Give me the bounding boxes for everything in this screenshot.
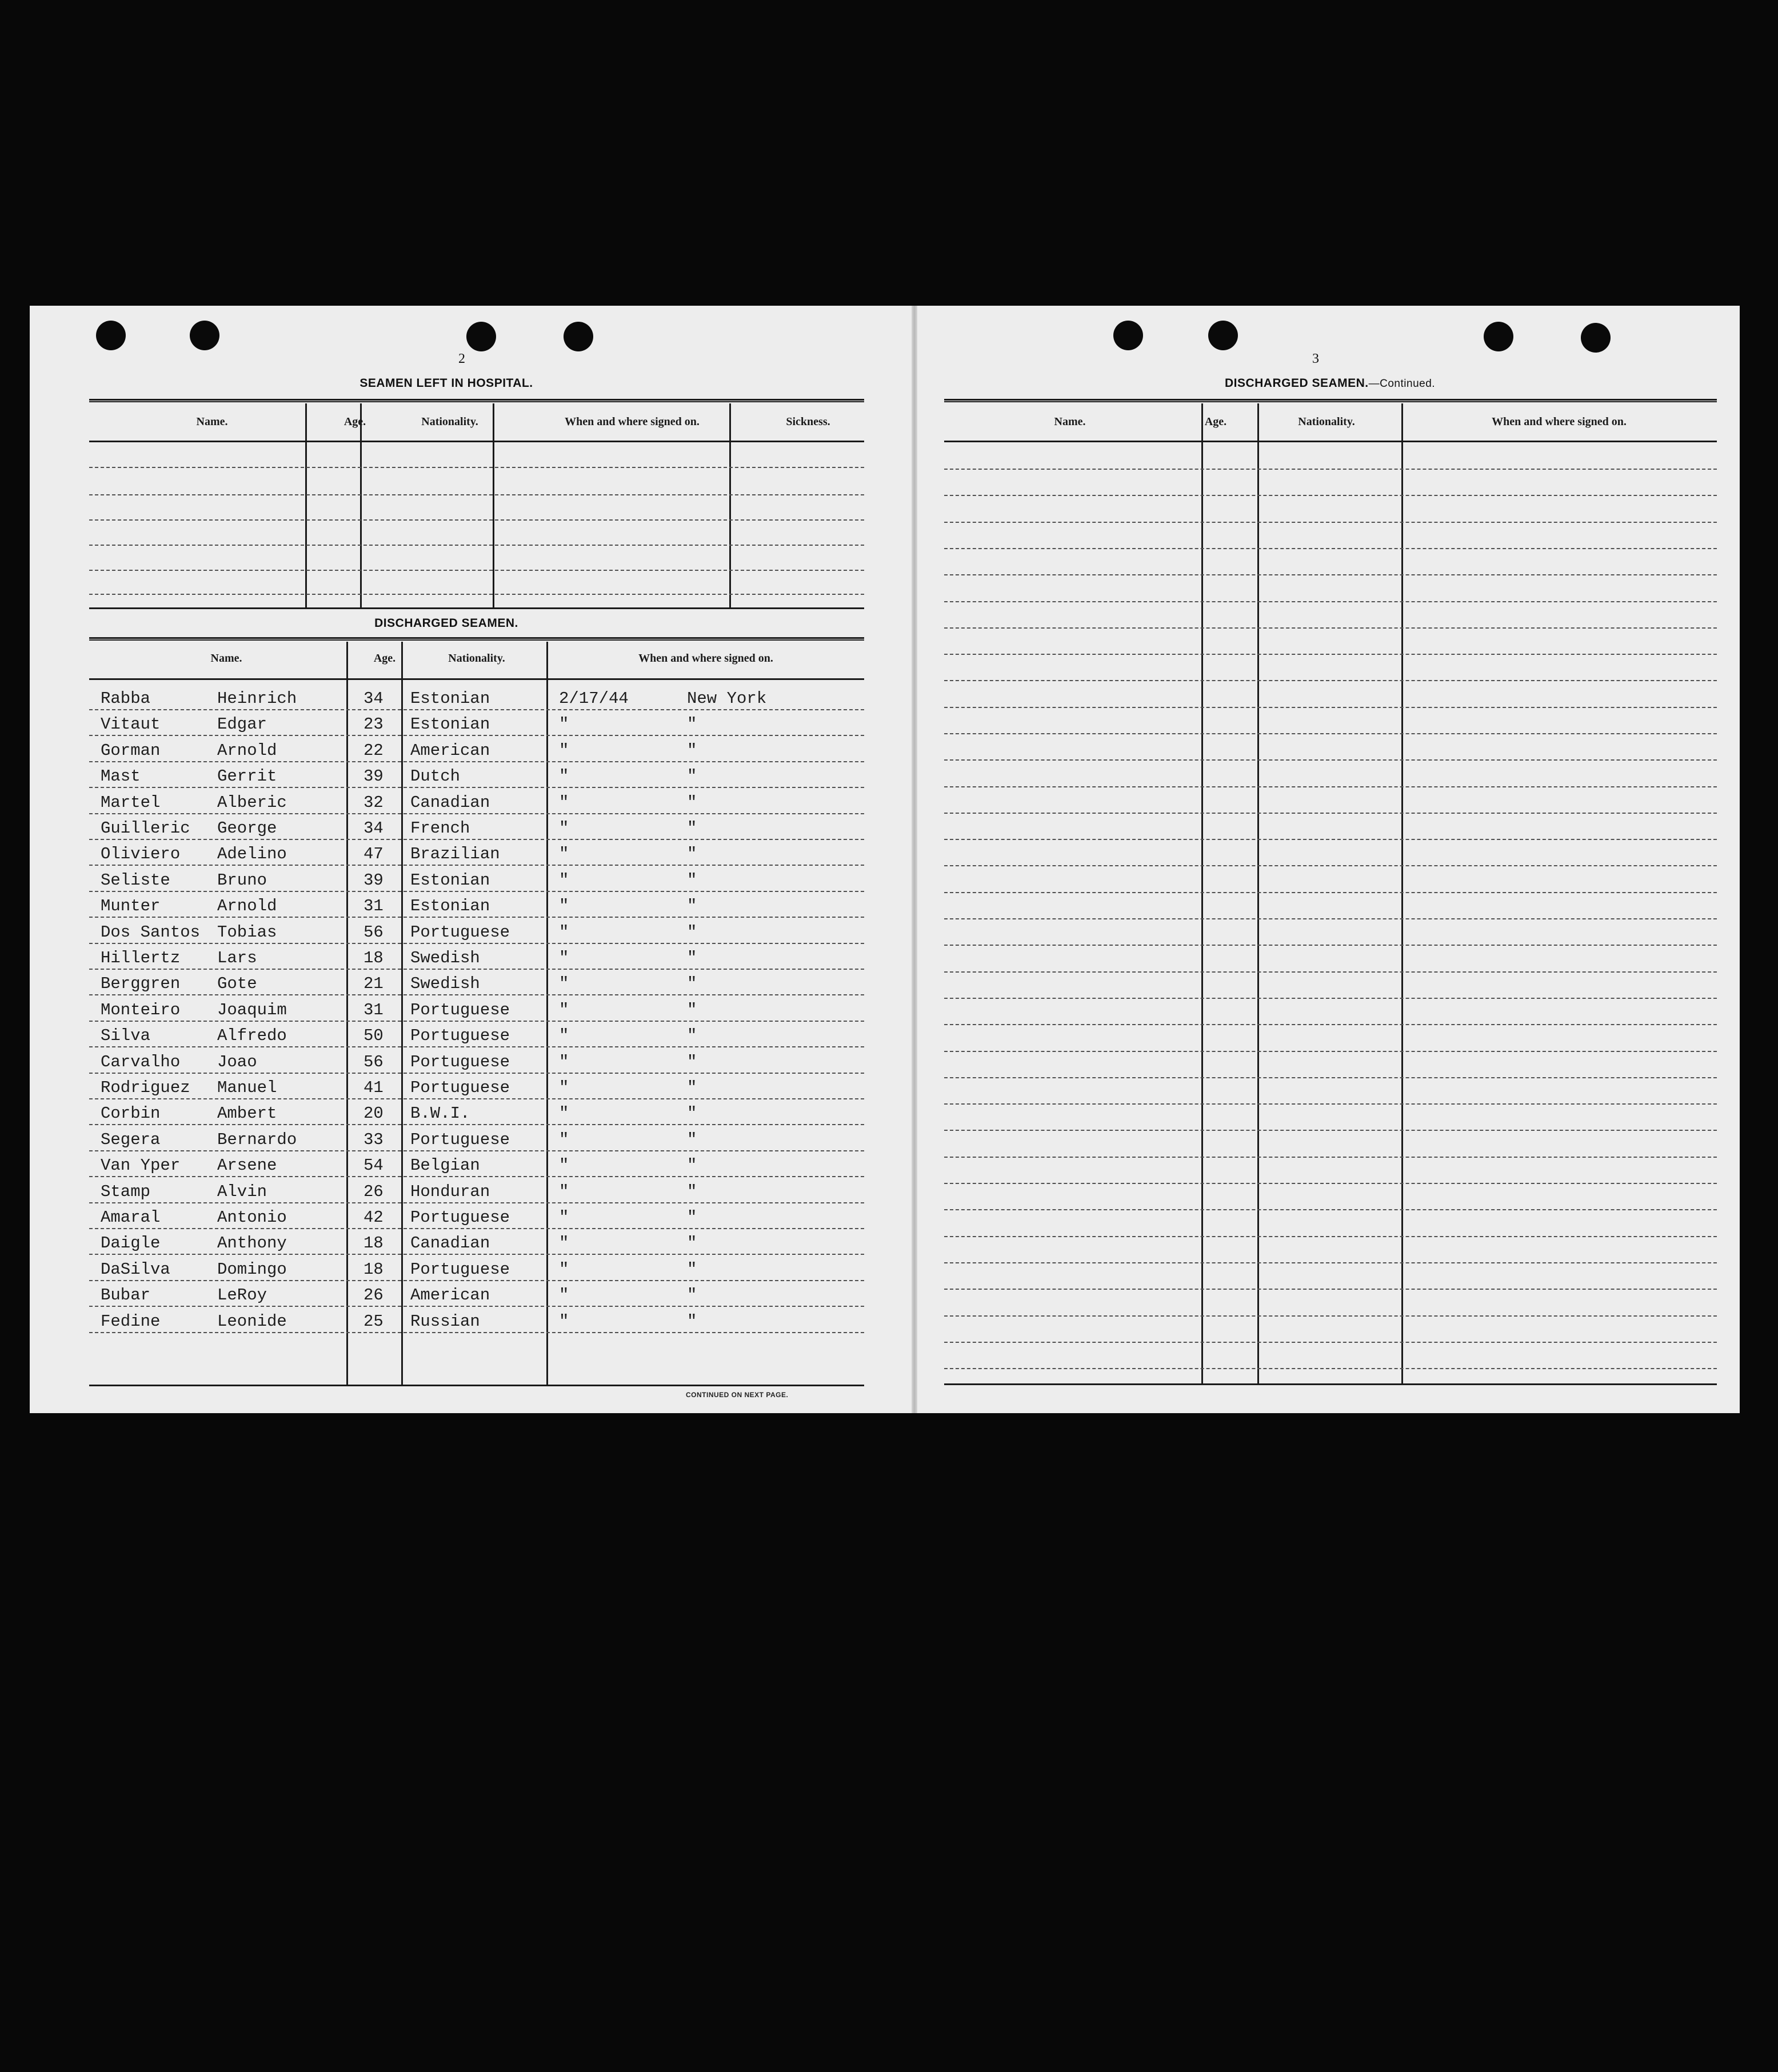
table-row bbox=[30, 1284, 864, 1306]
seaman-surname: Corbin bbox=[101, 1104, 161, 1123]
seaman-age: 31 bbox=[363, 1000, 383, 1019]
table-row bbox=[30, 869, 864, 891]
signed-on-place: " bbox=[687, 1286, 697, 1305]
page-number-left: 2 bbox=[458, 351, 465, 366]
punch-hole bbox=[1581, 323, 1611, 353]
signed-on-date: " bbox=[559, 793, 569, 812]
seaman-given-name: Ambert bbox=[217, 1104, 277, 1123]
seaman-age: 31 bbox=[363, 897, 383, 916]
discharged-entry-line bbox=[89, 1150, 864, 1151]
document-sheet bbox=[30, 306, 1740, 1413]
seaman-age: 25 bbox=[363, 1311, 383, 1331]
seaman-age: 18 bbox=[363, 1259, 383, 1279]
discharged-entry-line bbox=[89, 709, 864, 710]
seaman-given-name: Edgar bbox=[217, 715, 267, 734]
signed-on-place: " bbox=[687, 741, 697, 760]
discharged-col-name: Name. bbox=[210, 652, 242, 665]
table-row bbox=[30, 1154, 864, 1176]
seaman-nationality: Estonian bbox=[410, 870, 490, 890]
signed-on-date: " bbox=[559, 1259, 569, 1279]
discharged-entry-line bbox=[89, 761, 864, 762]
seaman-surname: Monteiro bbox=[101, 1000, 181, 1019]
signed-on-place: " bbox=[687, 793, 697, 812]
seaman-nationality: Portuguese bbox=[410, 922, 510, 942]
signed-on-place: " bbox=[687, 845, 697, 864]
seaman-nationality: Portuguese bbox=[410, 1259, 510, 1279]
seaman-age: 33 bbox=[363, 1130, 383, 1149]
seaman-nationality: Estonian bbox=[410, 689, 490, 708]
seaman-nationality: B.W.I. bbox=[410, 1104, 470, 1123]
seaman-given-name: Domingo bbox=[217, 1259, 287, 1279]
signed-on-date: " bbox=[559, 845, 569, 864]
signed-on-date: 2/17/44 bbox=[559, 689, 629, 708]
continued-note: CONTINUED ON NEXT PAGE. bbox=[686, 1391, 789, 1399]
seaman-age: 18 bbox=[363, 949, 383, 967]
signed-on-date: " bbox=[559, 1182, 569, 1201]
table-row bbox=[30, 791, 864, 813]
table-row bbox=[30, 1181, 864, 1202]
seaman-given-name: Gote bbox=[217, 974, 257, 994]
hospital-header-rule bbox=[89, 441, 864, 442]
seaman-nationality: Swedish bbox=[410, 949, 480, 967]
seaman-given-name: Joaquim bbox=[217, 1000, 287, 1019]
hospital-bottom-rule bbox=[89, 607, 864, 609]
blank-entry-line bbox=[944, 522, 1717, 523]
discharged-section-title: DISCHARGED SEAMEN. bbox=[374, 617, 518, 630]
punch-hole bbox=[1113, 321, 1143, 350]
signed-on-place: " bbox=[687, 949, 697, 967]
seaman-age: 56 bbox=[363, 1052, 383, 1071]
table-row bbox=[30, 947, 864, 969]
hospital-col-age: Age. bbox=[343, 415, 366, 428]
page-number-right: 3 bbox=[1312, 351, 1319, 366]
right-section-title bbox=[944, 377, 1716, 390]
seaman-nationality: Portuguese bbox=[410, 1208, 510, 1227]
signed-on-place: " bbox=[687, 1208, 697, 1227]
seaman-surname: Guilleric bbox=[101, 819, 190, 838]
seaman-age: 56 bbox=[363, 922, 383, 942]
blank-entry-line bbox=[944, 1289, 1717, 1290]
seaman-surname: Van Yper bbox=[101, 1156, 181, 1175]
signed-on-place: " bbox=[687, 715, 697, 734]
hospital-divider bbox=[493, 403, 494, 609]
seaman-nationality: American bbox=[410, 741, 490, 760]
seaman-age: 50 bbox=[363, 1026, 383, 1046]
seaman-nationality: Portuguese bbox=[410, 1000, 510, 1019]
right-col-age: Age. bbox=[1204, 415, 1227, 428]
punch-hole bbox=[1484, 322, 1513, 351]
seaman-nationality: French bbox=[410, 819, 470, 838]
table-row bbox=[30, 1025, 864, 1046]
signed-on-place: " bbox=[687, 1234, 697, 1253]
seaman-age: 34 bbox=[363, 689, 383, 708]
hospital-entry-line bbox=[89, 467, 864, 468]
seaman-surname: Gorman bbox=[101, 741, 161, 760]
seaman-nationality: Dutch bbox=[410, 767, 461, 786]
signed-on-place: New York bbox=[687, 689, 767, 708]
discharged-col-nationality: Nationality. bbox=[448, 652, 505, 665]
blank-entry-line bbox=[944, 1130, 1717, 1131]
discharged-entry-line bbox=[89, 1228, 864, 1229]
table-row bbox=[30, 765, 864, 787]
seaman-given-name: Joao bbox=[217, 1052, 257, 1071]
signed-on-place: " bbox=[687, 1182, 697, 1201]
discharged-entry-line bbox=[89, 943, 864, 944]
blank-entry-line bbox=[944, 495, 1717, 496]
table-row bbox=[30, 843, 864, 865]
discharged-entry-line bbox=[89, 994, 864, 995]
discharged-entry-line bbox=[89, 1098, 864, 1099]
seaman-age: 23 bbox=[363, 715, 383, 734]
signed-on-date: " bbox=[559, 715, 569, 734]
seaman-age: 20 bbox=[363, 1104, 383, 1123]
right-col-name: Name. bbox=[1054, 415, 1086, 428]
signed-on-date: " bbox=[559, 897, 569, 916]
seaman-given-name: Antonio bbox=[217, 1208, 287, 1227]
hospital-top-rule bbox=[89, 399, 864, 402]
blank-entry-line bbox=[944, 548, 1717, 549]
punch-hole bbox=[1208, 321, 1238, 350]
seaman-surname: Munter bbox=[101, 897, 161, 916]
seaman-surname: Seliste bbox=[101, 870, 170, 890]
signed-on-place: " bbox=[687, 1026, 697, 1046]
table-row bbox=[30, 739, 864, 761]
seaman-surname: Martel bbox=[101, 793, 161, 812]
seaman-age: 41 bbox=[363, 1078, 383, 1097]
discharged-entry-line bbox=[89, 787, 864, 788]
seaman-surname: Mast bbox=[101, 767, 141, 786]
seaman-nationality: Portuguese bbox=[410, 1130, 510, 1149]
right-title-suffix: —Continued. bbox=[1368, 378, 1436, 390]
signed-on-date: " bbox=[559, 1052, 569, 1071]
seaman-nationality: American bbox=[410, 1286, 490, 1305]
seaman-given-name: LeRoy bbox=[217, 1286, 267, 1305]
blank-entry-line bbox=[944, 680, 1717, 681]
discharged-entry-line bbox=[89, 839, 864, 840]
seaman-nationality: Honduran bbox=[410, 1182, 490, 1201]
right-col-signed-on: When and where signed on. bbox=[1492, 415, 1627, 428]
signed-on-date: " bbox=[559, 767, 569, 786]
blank-entry-line bbox=[944, 1051, 1717, 1052]
seaman-surname: Amaral bbox=[101, 1208, 161, 1227]
discharged-entry-line bbox=[89, 1280, 864, 1281]
table-row bbox=[30, 1258, 864, 1280]
signed-on-place: " bbox=[687, 767, 697, 786]
blank-entry-line bbox=[944, 654, 1717, 655]
page-fold bbox=[912, 306, 917, 1413]
seaman-nationality: Russian bbox=[410, 1311, 480, 1331]
blank-entry-line bbox=[944, 865, 1717, 866]
blank-entry-line bbox=[944, 733, 1717, 734]
table-row bbox=[30, 687, 864, 709]
hospital-section-title: SEAMEN LEFT IN HOSPITAL. bbox=[359, 377, 533, 390]
blank-entry-line bbox=[944, 1103, 1717, 1105]
signed-on-place: " bbox=[687, 1259, 697, 1279]
seaman-given-name: George bbox=[217, 819, 277, 838]
table-row bbox=[30, 895, 864, 917]
table-row bbox=[30, 1232, 864, 1254]
table-row bbox=[30, 1310, 864, 1332]
signed-on-place: " bbox=[687, 1052, 697, 1071]
blank-entry-line bbox=[944, 1236, 1717, 1237]
hospital-col-nationality: Nationality. bbox=[421, 415, 478, 428]
signed-on-place: " bbox=[687, 1000, 697, 1019]
blank-entry-line bbox=[944, 813, 1717, 814]
seaman-nationality: Canadian bbox=[410, 1234, 490, 1253]
discharged-entry-line bbox=[89, 1046, 864, 1047]
discharged-col-age: Age. bbox=[373, 652, 396, 665]
signed-on-date: " bbox=[559, 1311, 569, 1331]
blank-entry-line bbox=[944, 918, 1717, 919]
blank-entry-line bbox=[944, 1262, 1717, 1263]
blank-entry-line bbox=[944, 998, 1717, 999]
punch-hole bbox=[190, 321, 219, 350]
punch-hole bbox=[96, 321, 126, 350]
signed-on-place: " bbox=[687, 1104, 697, 1123]
seaman-nationality: Canadian bbox=[410, 793, 490, 812]
seaman-given-name: Alfredo bbox=[217, 1026, 287, 1046]
blank-entry-line bbox=[944, 1209, 1717, 1210]
discharged-entry-line bbox=[89, 917, 864, 918]
signed-on-date: " bbox=[559, 1000, 569, 1019]
seaman-surname: Silva bbox=[101, 1026, 151, 1046]
seaman-surname: Rodriguez bbox=[101, 1078, 190, 1097]
seaman-given-name: Arnold bbox=[217, 897, 277, 916]
seaman-surname: Segera bbox=[101, 1130, 161, 1149]
blank-entry-line bbox=[944, 1077, 1717, 1078]
seaman-surname: Bubar bbox=[101, 1286, 151, 1305]
seaman-given-name: Heinrich bbox=[217, 689, 297, 708]
hospital-entry-line bbox=[89, 594, 864, 595]
signed-on-date: " bbox=[559, 870, 569, 890]
seaman-age: 42 bbox=[363, 1208, 383, 1227]
hospital-col-sickness: Sickness. bbox=[786, 415, 830, 428]
right-top-rule bbox=[944, 399, 1717, 402]
signed-on-place: " bbox=[687, 870, 697, 890]
seaman-given-name: Bernardo bbox=[217, 1130, 297, 1149]
signed-on-date: " bbox=[559, 1234, 569, 1253]
signed-on-date: " bbox=[559, 1078, 569, 1097]
table-row bbox=[30, 999, 864, 1021]
seaman-surname: Stamp bbox=[101, 1182, 151, 1201]
discharged-entry-line bbox=[89, 969, 864, 970]
discharged-entry-line bbox=[89, 1332, 864, 1333]
seaman-given-name: Arsene bbox=[217, 1156, 277, 1175]
seaman-age: 47 bbox=[363, 845, 383, 864]
blank-entry-line bbox=[944, 759, 1717, 761]
seaman-surname: Carvalho bbox=[101, 1052, 181, 1071]
seaman-nationality: Estonian bbox=[410, 897, 490, 916]
discharged-entry-line bbox=[89, 735, 864, 736]
seaman-age: 26 bbox=[363, 1286, 383, 1305]
seaman-age: 39 bbox=[363, 870, 383, 890]
seaman-given-name: Tobias bbox=[217, 922, 277, 942]
hospital-entry-line bbox=[89, 545, 864, 546]
punch-hole bbox=[466, 322, 496, 351]
seaman-given-name: Lars bbox=[217, 949, 257, 967]
signed-on-date: " bbox=[559, 1026, 569, 1046]
seaman-surname: Oliviero bbox=[101, 845, 181, 864]
seaman-given-name: Leonide bbox=[217, 1311, 287, 1331]
discharged-entry-line bbox=[89, 1306, 864, 1307]
table-row bbox=[30, 1206, 864, 1228]
seaman-age: 22 bbox=[363, 741, 383, 760]
blank-entry-line bbox=[944, 892, 1717, 893]
seaman-given-name: Manuel bbox=[217, 1078, 277, 1097]
signed-on-date: " bbox=[559, 922, 569, 942]
hospital-divider bbox=[305, 403, 307, 609]
hospital-col-signed-on: When and where signed on. bbox=[565, 415, 700, 428]
blank-entry-line bbox=[944, 601, 1717, 602]
seaman-nationality: Estonian bbox=[410, 715, 490, 734]
seaman-age: 21 bbox=[363, 974, 383, 994]
signed-on-place: " bbox=[687, 1311, 697, 1331]
blank-entry-line bbox=[944, 1368, 1717, 1369]
blank-entry-line bbox=[944, 627, 1717, 629]
punch-hole bbox=[564, 322, 593, 351]
discharged-entry-line bbox=[89, 1073, 864, 1074]
seaman-given-name: Alvin bbox=[217, 1182, 267, 1201]
hospital-divider bbox=[729, 403, 731, 609]
seaman-given-name: Adelino bbox=[217, 845, 287, 864]
right-bottom-rule bbox=[944, 1383, 1717, 1385]
seaman-age: 54 bbox=[363, 1156, 383, 1175]
discharged-entry-line bbox=[89, 813, 864, 814]
blank-entry-line bbox=[944, 1315, 1717, 1317]
seaman-given-name: Anthony bbox=[217, 1234, 287, 1253]
table-row bbox=[30, 1077, 864, 1098]
blank-entry-line bbox=[944, 1024, 1717, 1025]
seaman-nationality: Belgian bbox=[410, 1156, 480, 1175]
seaman-surname: Dos Santos bbox=[101, 922, 201, 942]
discharged-entry-line bbox=[89, 1176, 864, 1177]
signed-on-date: " bbox=[559, 1104, 569, 1123]
discharged-bottom-rule bbox=[89, 1385, 864, 1386]
signed-on-date: " bbox=[559, 949, 569, 967]
seaman-given-name: Bruno bbox=[217, 870, 267, 890]
discharged-header-rule bbox=[89, 678, 864, 680]
blank-entry-line bbox=[944, 574, 1717, 575]
hospital-entry-line bbox=[89, 570, 864, 571]
seaman-surname: Rabba bbox=[101, 689, 151, 708]
blank-entry-line bbox=[944, 945, 1717, 946]
signed-on-place: " bbox=[687, 897, 697, 916]
discharged-entry-line bbox=[89, 1202, 864, 1203]
seaman-surname: DaSilva bbox=[101, 1259, 170, 1279]
discharged-col-signed-on: When and where signed on. bbox=[638, 652, 773, 665]
seaman-nationality: Swedish bbox=[410, 974, 480, 994]
signed-on-date: " bbox=[559, 1130, 569, 1149]
signed-on-place: " bbox=[687, 922, 697, 942]
right-title-main: DISCHARGED SEAMEN. bbox=[1224, 377, 1369, 390]
seaman-surname: Daigle bbox=[101, 1234, 161, 1253]
signed-on-date: " bbox=[559, 1286, 569, 1305]
seaman-age: 39 bbox=[363, 767, 383, 786]
blank-entry-line bbox=[944, 469, 1717, 470]
seaman-given-name: Alberic bbox=[217, 793, 287, 812]
blank-entry-line bbox=[944, 1157, 1717, 1158]
signed-on-date: " bbox=[559, 974, 569, 994]
discharged-entry-line bbox=[89, 1254, 864, 1255]
table-row bbox=[30, 973, 864, 994]
blank-entry-line bbox=[944, 971, 1717, 973]
discharged-entry-line bbox=[89, 1124, 864, 1125]
hospital-divider bbox=[360, 403, 362, 609]
signed-on-date: " bbox=[559, 1156, 569, 1175]
signed-on-date: " bbox=[559, 1208, 569, 1227]
blank-entry-line bbox=[944, 786, 1717, 787]
signed-on-place: " bbox=[687, 1130, 697, 1149]
discharged-entry-line bbox=[89, 1021, 864, 1022]
signed-on-date: " bbox=[559, 741, 569, 760]
signed-on-place: " bbox=[687, 819, 697, 838]
seaman-surname: Vitaut bbox=[101, 715, 161, 734]
seaman-surname: Berggren bbox=[101, 974, 181, 994]
table-row bbox=[30, 713, 864, 735]
signed-on-date: " bbox=[559, 819, 569, 838]
table-row bbox=[30, 1102, 864, 1124]
discharged-entry-line bbox=[89, 891, 864, 892]
table-row bbox=[30, 921, 864, 943]
discharged-top-rule bbox=[89, 637, 864, 641]
blank-entry-line bbox=[944, 1342, 1717, 1343]
seaman-nationality: Portuguese bbox=[410, 1052, 510, 1071]
blank-entry-line bbox=[944, 707, 1717, 708]
seaman-age: 18 bbox=[363, 1234, 383, 1253]
hospital-col-name: Name. bbox=[196, 415, 228, 428]
table-row bbox=[30, 1129, 864, 1150]
signed-on-place: " bbox=[687, 1156, 697, 1175]
blank-entry-line bbox=[944, 839, 1717, 840]
seaman-given-name: Gerrit bbox=[217, 767, 277, 786]
seaman-age: 32 bbox=[363, 793, 383, 812]
table-row bbox=[30, 1051, 864, 1073]
table-row bbox=[30, 817, 864, 839]
seaman-nationality: Brazilian bbox=[410, 845, 500, 864]
signed-on-place: " bbox=[687, 974, 697, 994]
discharged-entry-line bbox=[89, 865, 864, 866]
seaman-age: 34 bbox=[363, 819, 383, 838]
seaman-surname: Hillertz bbox=[101, 949, 181, 967]
hospital-entry-line bbox=[89, 494, 864, 495]
hospital-entry-line bbox=[89, 519, 864, 521]
seaman-nationality: Portuguese bbox=[410, 1026, 510, 1046]
right-col-nationality: Nationality. bbox=[1298, 415, 1355, 428]
seaman-nationality: Portuguese bbox=[410, 1078, 510, 1097]
right-header-rule bbox=[944, 441, 1717, 442]
blank-entry-line bbox=[944, 1183, 1717, 1184]
seaman-surname: Fedine bbox=[101, 1311, 161, 1331]
signed-on-place: " bbox=[687, 1078, 697, 1097]
seaman-given-name: Arnold bbox=[217, 741, 277, 760]
seaman-age: 26 bbox=[363, 1182, 383, 1201]
